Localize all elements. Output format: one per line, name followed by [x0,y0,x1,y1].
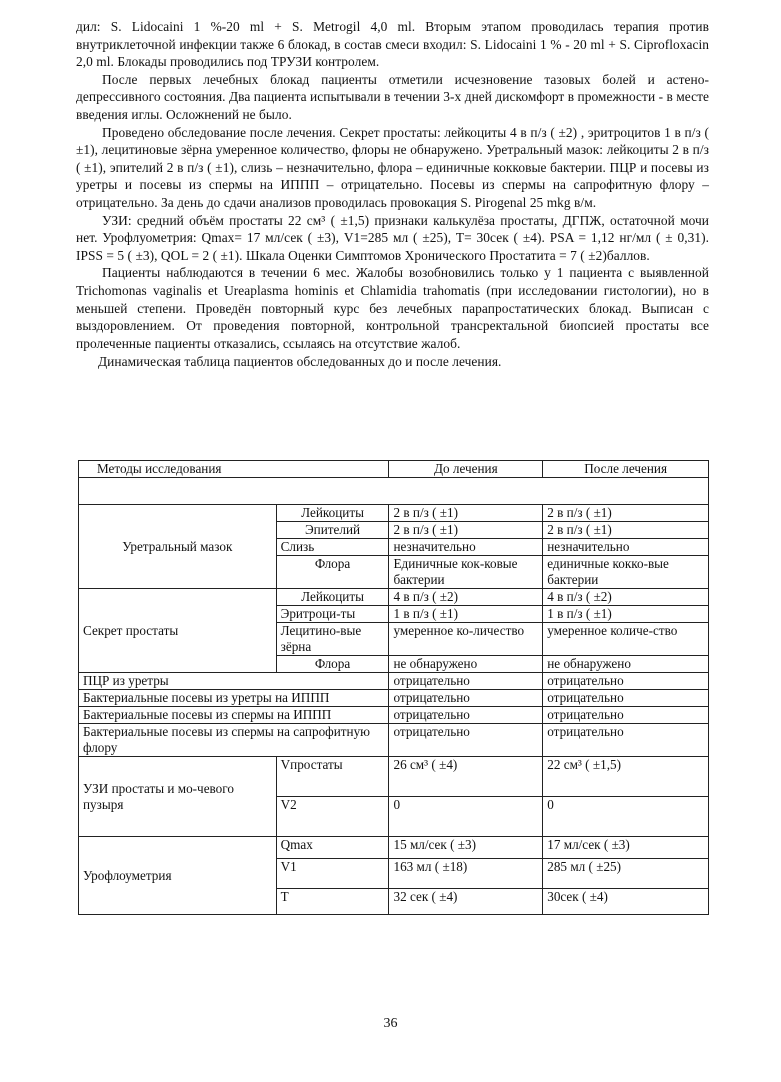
before-cell: Единичные кок-ковые бактерии [389,556,543,589]
before-cell: отрицательно [389,673,543,690]
after-cell: 1 в п/з ( ±1) [543,606,709,623]
header-methods: Методы исследования [79,461,389,478]
after-cell: 2 в п/з ( ±1) [543,522,709,539]
after-cell: 285 мл ( ±25) [543,859,709,889]
param-cell: Лейкоциты [276,505,389,522]
group-urethral: Уретральный мазок [79,505,277,589]
param-cell: Qmax [276,837,389,859]
param-cell: Флора [276,656,389,673]
before-cell: отрицательно [389,724,543,757]
before-cell: отрицательно [389,690,543,707]
header-after: После лечения [543,461,709,478]
table-row [79,724,709,757]
before-cell: 2 в п/з ( ±1) [389,522,543,539]
paragraph-3: Проведено обследование после лечения. Секрет простаты: лейкоциты 4 в п/з ( ±2) , эритроцитов 1 в п/з ( ±1), лецитиновые зёрна умеренное количество, флоры не обнаружено. Уретральный мазок: лейкоциты 2 в п/з ( ±1), эпителий 2 в п/з ( ±1), слизь – незначительно, флора – единичные кокковые бактерии. ПЦР и посевы из уретры и посевы из спермы на ИППП – отрицательно. Посевы из спермы на сапрофитную флору – отрицательно. За день до сдачи анализов проводилась провокация S. Pirogenal 25 mkg в/м. [76,124,709,210]
after-cell: незначительно [543,539,709,556]
table-row [79,505,709,522]
after-cell: не обнаружено [543,656,709,673]
before-cell: 15 мл/сек ( ±3) [389,837,543,859]
before-cell: 2 в п/з ( ±1) [389,505,543,522]
results-table [78,460,709,915]
before-cell: не обнаружено [389,656,543,673]
after-cell: отрицательно [543,673,709,690]
after-cell: единичные кокко-вые бактерии [543,556,709,589]
after-cell: умеренное количе-ство [543,623,709,656]
page-number: 36 [383,1016,398,1031]
paragraph-5: Пациенты наблюдаются в течении 6 мес. Жалобы возобновились только у 1 пациента с выявленной Trichomonas vaginalis et Ureaplasma hominis et Chlamidia trahomatis (при исследовании гистологии), но в меньшей степени. Проведён повторный курс без лечебных парапростатических блокад. Выписан с выздоровлением. От проведения повторной, контрольной трансректальной биопсией простаты все пролеченные пациенты отказались, ссылаясь на отсутствие жалоб. [76,265,709,351]
method-cell: Бактериальные посевы из уретры на ИППП [79,690,389,707]
before-cell: 1 в п/з ( ±1) [389,606,543,623]
before-cell: 4 в п/з ( ±2) [389,589,543,606]
group-uroflow: Урофлоуметрия [79,837,277,915]
after-cell: отрицательно [543,690,709,707]
before-cell: 0 [389,797,543,837]
before-cell: 163 мл ( ±18) [389,859,543,889]
param-cell: Эритроци-ты [276,606,389,623]
table-row [79,673,709,690]
param-cell: V1 [276,859,389,889]
param-cell: T [276,889,389,915]
param-cell: Слизь [276,539,389,556]
param-cell: Vпростаты [276,757,389,797]
table-row [79,589,709,606]
param-cell: Лейкоциты [276,589,389,606]
table-row [79,690,709,707]
method-cell: Бактериальные посевы из спермы на сапрофитную флору [79,724,389,757]
paragraph-1: дил: S. Lidocaini 1 %-20 ml + S. Metrogil 4,0 ml. Вторым этапом проводилась терапия против внутриклеточной инфекции также 6 блокад, в состав смеси входил: S. Lidocaini 1 % - 20 ml + S. Ciprofloxacin 2,0 ml. Блокады проводились под ТРУЗИ контролем. [76,19,709,70]
document-page [76,18,709,904]
table-header-row [79,461,709,478]
after-cell: 30сек ( ±4) [543,889,709,915]
after-cell: 4 в п/з ( ±2) [543,589,709,606]
before-cell: отрицательно [389,707,543,724]
paragraph-4: УЗИ: средний объём простаты 22 см³ ( ±1,5) признаки калькулёза простаты, ДГПЖ, остаточной мочи нет. Урофлуометрия: Qmax= 17 мл/сек ( ±3), V1=285 мл ( ±25), T= 30сек ( ±4). PSA = 1,12 нг/мл ( ± 0,31). IPSS = 5 ( ±3), QOL = 2 ( ±1). Шкала Оценки Симптомов Хронического Простатита = 7 ( ±2)баллов. [76,212,709,263]
after-cell: 0 [543,797,709,837]
before-cell: 26 см³ ( ±4) [389,757,543,797]
table-caption: Динамическая таблица пациентов обследованных до и после лечения. [98,354,502,370]
table-row [79,478,709,505]
param-cell: Флора [276,556,389,589]
after-cell: 17 мл/сек ( ±3) [543,837,709,859]
before-cell: незначительно [389,539,543,556]
method-cell: ПЦР из уретры [79,673,389,690]
table-row [79,837,709,859]
table-row [79,707,709,724]
param-cell: Эпителий [276,522,389,539]
before-cell: 32 сек ( ±4) [389,889,543,915]
after-cell: 2 в п/з ( ±1) [543,505,709,522]
param-cell: Лецитино-вые зёрна [276,623,389,656]
table-row [79,757,709,797]
group-prostate: Секрет простаты [79,589,277,673]
method-cell: Бактериальные посевы из спермы на ИППП [79,707,389,724]
after-cell: 22 см³ ( ±1,5) [543,757,709,797]
paragraph-2: После первых лечебных блокад пациенты отметили исчезновение тазовых болей и астено-депрессивного состояния. Два пациента испытывали в течении 3-х дней дискомфорт в промежности - в месте введения иглы. Осложнений не было. [76,71,709,122]
after-cell: отрицательно [543,724,709,757]
param-cell: V2 [276,797,389,837]
after-cell: отрицательно [543,707,709,724]
group-uzi: УЗИ простаты и мо-чевого пузыря [79,757,277,837]
before-cell: умеренное ко-личество [389,623,543,656]
header-before: До лечения [389,461,543,478]
